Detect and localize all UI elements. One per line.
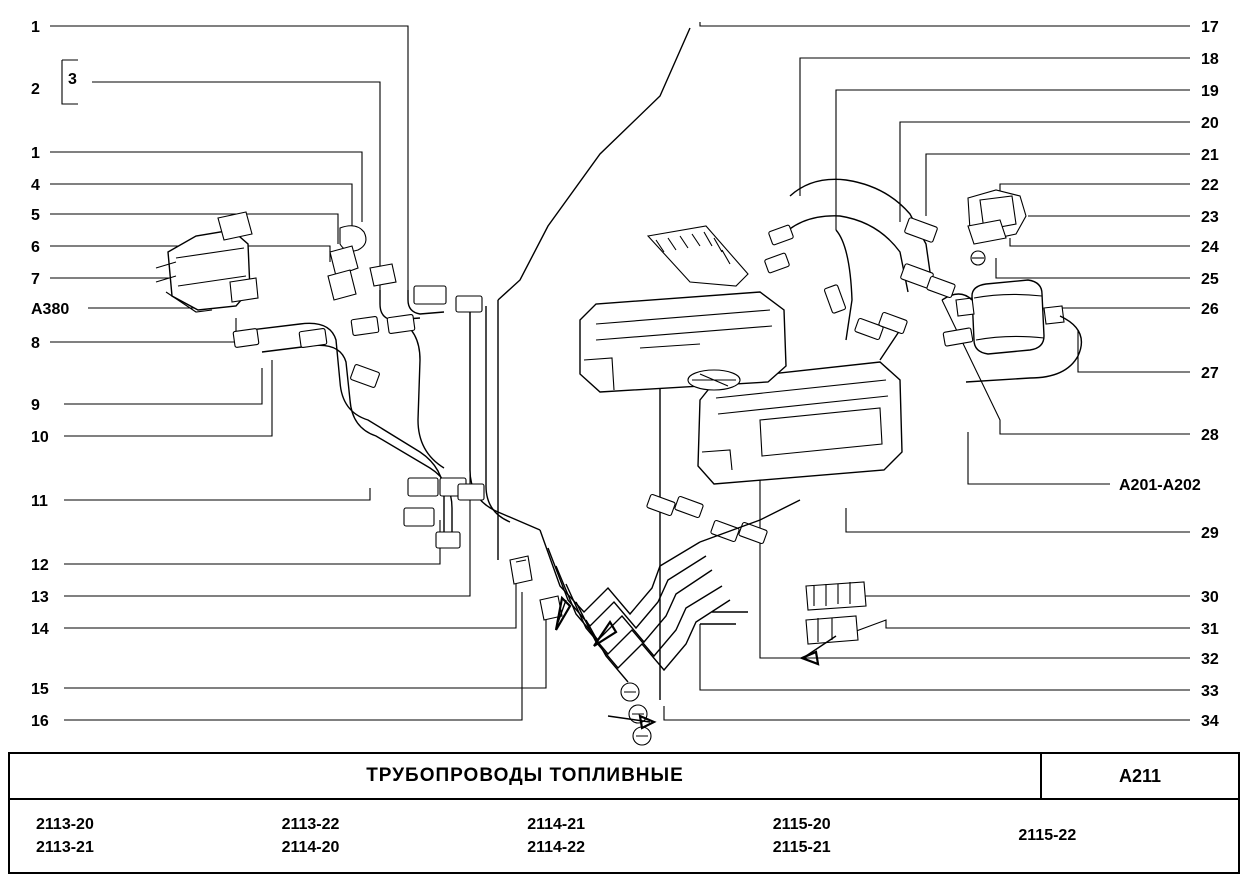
callout-label: 28 <box>1201 427 1219 444</box>
diagram-code: A211 <box>1040 754 1238 798</box>
callout-label: 11 <box>31 493 48 510</box>
callout-label: 7 <box>31 271 40 288</box>
filter-bracket <box>968 190 1026 265</box>
model-code: 2115-22 <box>1018 827 1077 845</box>
model-code: 2114-21 <box>527 815 586 833</box>
callout-label: 16 <box>31 713 49 730</box>
callout-label: 33 <box>1201 683 1219 700</box>
detail-arrows <box>556 598 836 728</box>
model-column <box>747 800 993 872</box>
fuel-line-rear-bundle <box>778 179 1081 382</box>
model-column <box>501 800 747 872</box>
callout-label: 30 <box>1201 589 1219 606</box>
callout-label: 31 <box>1201 621 1219 638</box>
pipe-retainer-clips <box>510 556 866 745</box>
callout-label: 34 <box>1201 713 1219 730</box>
fuel-filter <box>956 280 1064 354</box>
callout-label: 8 <box>31 335 40 352</box>
model-code: 2115-20 <box>772 815 831 833</box>
ribbed-shield-strip <box>648 226 748 286</box>
callout-label: 27 <box>1201 365 1219 382</box>
callout-label: 1 <box>31 19 40 36</box>
model-code: 2113-20 <box>36 815 94 833</box>
callout-label: 2 <box>31 81 40 98</box>
callout-label: 21 <box>1201 147 1219 164</box>
title-block <box>8 752 1240 874</box>
model-code: 2114-20 <box>281 839 340 856</box>
model-code: 2113-22 <box>281 815 340 833</box>
front-pipe-couplings <box>233 286 484 548</box>
callout-label: 14 <box>31 621 49 638</box>
model-column <box>10 800 256 872</box>
callout-label: 26 <box>1201 301 1219 318</box>
callout-label: 15 <box>31 681 49 698</box>
callout-label: 29 <box>1201 525 1219 542</box>
model-column <box>256 800 502 872</box>
leader-lines-left <box>50 26 546 720</box>
leader-lines-right <box>664 22 1190 720</box>
callout-label: 12 <box>31 557 49 574</box>
callout-label: 5 <box>31 207 40 224</box>
diagram-title: ТРУБОПРОВОДЫ ТОПЛИВНЫЕ <box>366 765 684 786</box>
line-couplings <box>646 217 973 544</box>
fuel-tank-secondary <box>580 292 786 392</box>
callout-label: 23 <box>1201 209 1219 226</box>
model-list <box>10 800 1238 872</box>
callout-label: 18 <box>1201 51 1219 68</box>
model-code: 2114-22 <box>527 839 586 856</box>
model-code: 2115-21 <box>772 839 831 856</box>
callout-label: 32 <box>1201 651 1219 668</box>
callout-label: 20 <box>1201 115 1219 132</box>
underbody-outline <box>498 28 690 700</box>
rail-clips <box>328 226 396 300</box>
callout-label: 10 <box>31 429 49 446</box>
front-fuel-pipes <box>250 290 540 548</box>
fuel-rail-assembly <box>156 212 258 312</box>
callout-label: 13 <box>31 589 49 606</box>
callout-label: 6 <box>31 239 40 256</box>
callout-label: 17 <box>1201 19 1219 36</box>
callout-label-a201-a202: A201-A202 <box>1119 477 1201 494</box>
callout-label: 24 <box>1201 239 1219 256</box>
callout-label: 22 <box>1201 177 1219 194</box>
callout-label-a380: A380 <box>31 301 70 318</box>
callout-label: 25 <box>1201 271 1219 288</box>
fuel-tank <box>698 362 902 484</box>
model-code: 2113-21 <box>36 839 94 856</box>
underfloor-serpentine-pipes <box>540 500 800 682</box>
callout-label: 19 <box>1201 83 1219 100</box>
fuel-sender-plate <box>688 370 740 390</box>
callout-label: 3 <box>68 71 77 88</box>
callout-label: 1 <box>31 145 40 162</box>
callout-label: 9 <box>31 397 40 414</box>
title-block-header <box>10 754 1238 800</box>
model-column <box>992 800 1238 872</box>
callout-label: 4 <box>31 177 40 194</box>
